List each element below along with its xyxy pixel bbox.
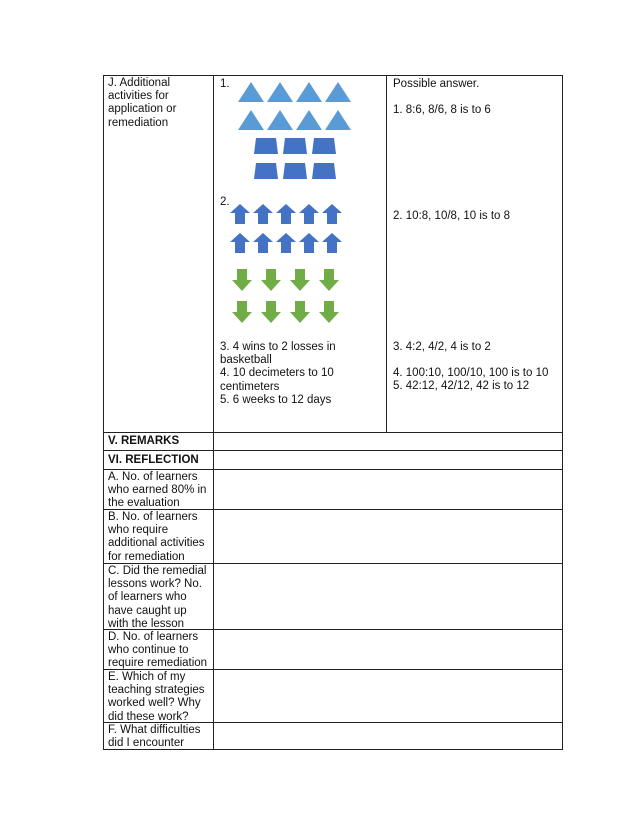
trapezoid-shape [254,163,278,179]
down-arrow-group [232,269,339,323]
triangle-shape [267,110,293,130]
up-arrow-shape [276,204,296,224]
answer-heading: Possible answer. [393,78,480,90]
activities-cell [214,76,387,432]
remarks-field[interactable] [214,433,562,450]
remarks-label: V. REMARKS [104,433,214,450]
reflection-b-field[interactable] [214,510,562,563]
down-arrow-shape [290,301,310,323]
row-reflection-b [103,509,563,563]
row-reflection-d [103,629,563,669]
triangle-group [238,82,351,130]
row-reflection-e [103,669,563,722]
row-remarks [103,432,563,450]
down-arrow-shape [232,301,252,323]
label-additional-activities: J. Additional activities for application or remediation [104,76,214,432]
up-arrow-shape [276,233,296,253]
up-arrow-shape [322,233,342,253]
down-arrow-shape [261,301,281,323]
triangle-shape [325,110,351,130]
row-reflection [103,450,563,469]
trapezoid-shape [312,138,336,154]
reflection-item-a: A. No. of learners who earned 80% in the evaluation [104,470,214,509]
item-2-number: 2. [220,196,230,208]
up-arrow-shape [230,233,250,253]
reflection-item-d: D. No. of learners who continue to require remediation [104,630,214,669]
up-arrow-shape [253,204,273,224]
reflection-a-field[interactable] [214,470,562,509]
down-arrow-shape [290,269,310,291]
reflection-item-c: C. Did the remedial lessons work? No. of learners who have caught up with the lesson [104,564,214,629]
reflection-c-field[interactable] [214,564,562,629]
answer-2: 2. 10:8, 10/8, 10 is to 8 [393,210,510,222]
down-arrow-shape [261,269,281,291]
up-arrow-shape [253,233,273,253]
triangle-shape [267,82,293,102]
triangle-shape [238,110,264,130]
up-arrow-group [230,204,342,253]
reflection-item-e: E. Which of my teaching strategies worked well? Why did these work? [104,670,214,722]
trapezoid-shape [283,163,307,179]
triangle-shape [296,110,322,130]
reflection-f-field[interactable] [214,723,562,749]
up-arrow-shape [299,233,319,253]
reflection-item-f: F. What difficulties did I encounter [104,723,214,749]
items-3-to-5: 3. 4 wins to 2 losses in basketball 4. 10 decimeters to 10 centimeters 5. 6 weeks to 12 days [220,341,336,406]
up-arrow-shape [230,204,250,224]
answers-cell [387,76,564,432]
reflection-label: VI. REFLECTION [104,451,214,469]
up-arrow-shape [299,204,319,224]
reflection-field[interactable] [214,451,562,469]
down-arrow-shape [319,269,339,291]
answer-5: 5. 42:12, 42/12, 42 is to 12 [393,380,530,392]
up-arrow-shape [322,204,342,224]
row-reflection-f [103,722,563,750]
row-reflection-c [103,563,563,629]
triangle-shape [238,82,264,102]
answer-3: 3. 4:2, 4/2, 4 is to 2 [393,341,491,353]
row-additional-activities [103,75,563,432]
reflection-e-field[interactable] [214,670,562,722]
reflection-d-field[interactable] [214,630,562,669]
down-arrow-shape [319,301,339,323]
triangle-shape [325,82,351,102]
triangle-shape [296,82,322,102]
down-arrow-shape [232,269,252,291]
answer-4: 4. 100:10, 100/10, 100 is to 10 [393,367,549,379]
reflection-item-b: B. No. of learners who require additional activities for remediation [104,510,214,563]
item-1-number: 1. [220,78,230,90]
trapezoid-shape [312,163,336,179]
trapezoid-shape [283,138,307,154]
row-reflection-a [103,469,563,509]
answer-1: 1. 8:6, 8/6, 8 is to 6 [393,104,491,116]
trapezoid-group [254,138,336,179]
trapezoid-shape [254,138,278,154]
